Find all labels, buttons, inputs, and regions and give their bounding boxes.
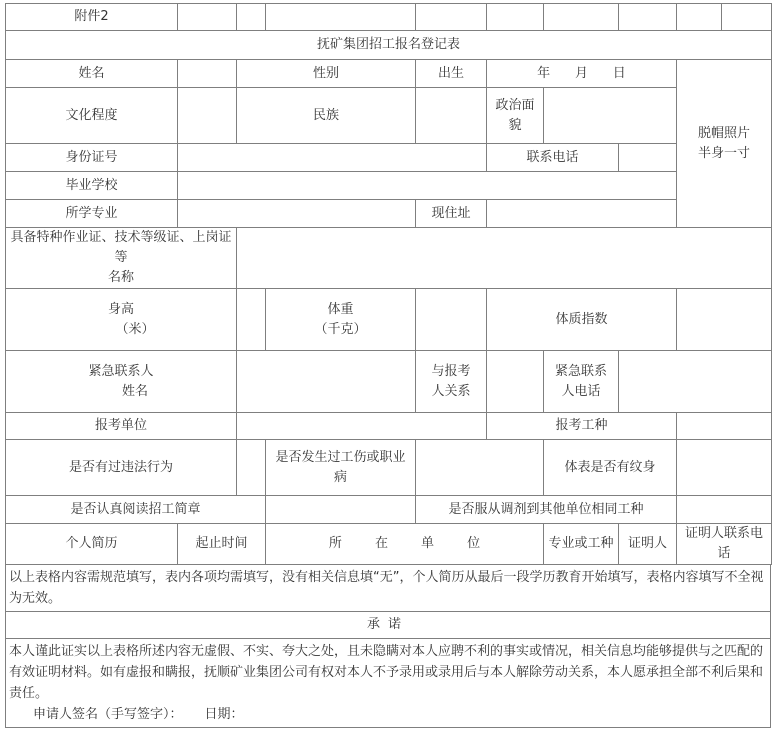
resume-witness-phone-header: 证明人联系电话 — [677, 524, 772, 565]
photo-label-line2: 半身一寸 — [697, 145, 750, 161]
emergency-contact-value[interactable] — [237, 351, 416, 413]
education-label: 文化程度 — [6, 88, 178, 144]
apply-unit-label: 报考单位 — [6, 413, 237, 440]
read-brochure-value[interactable] — [266, 496, 416, 524]
political-label — [487, 88, 544, 144]
signature-label: 申请人签名（手写签字）： — [33, 707, 183, 722]
emergency-phone-label-line2: 人电话 — [561, 383, 601, 399]
relation-value[interactable] — [487, 351, 544, 413]
photo-label-line1: 脱帽照片 — [697, 125, 750, 141]
address-value[interactable] — [487, 200, 677, 228]
apply-job-label: 报考工种 — [487, 413, 677, 440]
tattoo-value[interactable] — [677, 440, 772, 496]
header-blank-cell[interactable] — [544, 4, 619, 31]
major-value[interactable] — [178, 200, 416, 228]
height-label — [6, 289, 237, 351]
resume-start-time-header: 起止时间 — [178, 524, 266, 565]
phone-label: 联系电话 — [487, 144, 619, 172]
attachment-label: 附件2 — [6, 4, 178, 31]
header-blank-cell[interactable] — [619, 4, 677, 31]
weight-value[interactable] — [416, 289, 487, 351]
fill-instructions: 以上表格内容需规范填写，表内各项均需填写，没有相关信息填“无”，个人简历从最后一段学历教育开始填写，表格内容填写不全视为无效。 — [5, 565, 771, 612]
header-blank-cell[interactable] — [178, 4, 237, 31]
school-value[interactable] — [178, 172, 677, 200]
photo-box[interactable] — [677, 60, 772, 228]
injury-label-line1: 是否发生过工伤或职业 — [275, 449, 406, 465]
date-label: 日期： — [204, 707, 244, 722]
header-blank-cell[interactable] — [237, 4, 266, 31]
bmi-label: 体质指数 — [487, 289, 677, 351]
year-label: 年 — [537, 65, 551, 81]
violation-value[interactable] — [237, 440, 266, 496]
resume-job-header: 专业或工种 — [544, 524, 619, 565]
political-value[interactable] — [544, 88, 677, 144]
emergency-contact-label — [6, 351, 237, 413]
major-label: 所学专业 — [6, 200, 178, 228]
political-label-line2: 貌 — [508, 117, 522, 133]
certificates-value[interactable] — [237, 228, 772, 289]
birth-date-field[interactable] — [487, 60, 677, 88]
header-blank-cell[interactable] — [677, 4, 722, 31]
relation-label-line1: 与报考 — [431, 363, 471, 379]
weight-label — [266, 289, 416, 351]
height-label-line1: 身高 — [107, 301, 134, 317]
height-label-line2: （米） — [115, 321, 155, 337]
accept-transfer-value[interactable] — [677, 496, 772, 524]
tattoo-label: 体表是否有纹身 — [544, 440, 677, 496]
injury-label-line2: 病 — [333, 469, 347, 485]
emergency-contact-label-line1: 紧急联系人 — [88, 363, 154, 379]
height-value[interactable] — [237, 289, 266, 351]
accept-transfer-label: 是否服从调剂到其他单位相同工种 — [416, 496, 677, 524]
phone-value[interactable] — [619, 144, 677, 172]
id-number-label: 身份证号 — [6, 144, 178, 172]
id-number-value[interactable] — [178, 144, 487, 172]
bmi-value[interactable] — [677, 289, 772, 351]
pledge-title-text: 承诺 — [366, 617, 409, 632]
resume-label: 个人简历 — [6, 524, 178, 565]
injury-value[interactable] — [416, 440, 544, 496]
pledge-section — [5, 639, 771, 728]
read-brochure-label: 是否认真阅读招工简章 — [6, 496, 266, 524]
resume-unit-char: 单 — [421, 536, 435, 551]
emergency-contact-label-line2: 姓名 — [121, 383, 148, 399]
registration-form — [5, 3, 771, 728]
ethnicity-label: 民族 — [237, 88, 416, 144]
school-label: 毕业学校 — [6, 172, 178, 200]
signature-line — [9, 704, 767, 725]
name-value[interactable] — [178, 60, 237, 88]
education-value[interactable] — [178, 88, 237, 144]
weight-label-line1: 体重 — [327, 301, 354, 317]
certificates-label — [6, 228, 237, 289]
apply-job-value[interactable] — [677, 413, 772, 440]
violation-label: 是否有过违法行为 — [6, 440, 237, 496]
resume-witness-header: 证明人 — [619, 524, 677, 565]
resume-unit-header — [266, 524, 544, 565]
relation-label — [416, 351, 487, 413]
weight-label-line2: （千克） — [314, 321, 367, 337]
day-label: 日 — [612, 65, 626, 81]
relation-label-line2: 人关系 — [431, 383, 471, 399]
emergency-phone-value[interactable] — [619, 351, 772, 413]
header-blank-cell[interactable] — [487, 4, 544, 31]
emergency-phone-label-line1: 紧急联系 — [554, 363, 607, 379]
form-table — [5, 3, 772, 565]
political-label-line1: 政治面 — [495, 97, 535, 113]
month-label: 月 — [574, 65, 588, 81]
certificates-label-line1: 具备特种作业证、技术等级证、上岗证等 — [10, 230, 232, 265]
address-label: 现住址 — [416, 200, 487, 228]
header-blank-cell[interactable] — [266, 4, 416, 31]
emergency-phone-label — [544, 351, 619, 413]
form-title: 抚矿集团招工报名登记表 — [6, 31, 772, 60]
pledge-title — [5, 612, 771, 639]
header-blank-cell[interactable] — [722, 4, 772, 31]
resume-unit-char: 位 — [467, 536, 481, 551]
gender-label: 性别 — [237, 60, 416, 88]
name-label: 姓名 — [6, 60, 178, 88]
birth-label: 出生 — [416, 60, 487, 88]
apply-unit-value[interactable] — [237, 413, 487, 440]
injury-label — [266, 440, 416, 496]
ethnicity-value[interactable] — [416, 88, 487, 144]
resume-unit-char: 所 — [328, 536, 342, 551]
resume-unit-char: 在 — [374, 536, 388, 551]
certificates-label-line2: 名称 — [107, 270, 134, 285]
header-blank-cell[interactable] — [416, 4, 487, 31]
pledge-text: 本人谨此证实以上表格所述内容无虚假、不实、夸大之处，且未隐瞒对本人应聘不利的事实或情况，相关信息均能够提供与之匹配的有效证明材料。如有虚报和瞒报，抚顺矿业集团公司有权对本人不予录用或录用后与本人解除劳动关系，本人愿承担全部不利后果和责任。 — [9, 644, 764, 701]
